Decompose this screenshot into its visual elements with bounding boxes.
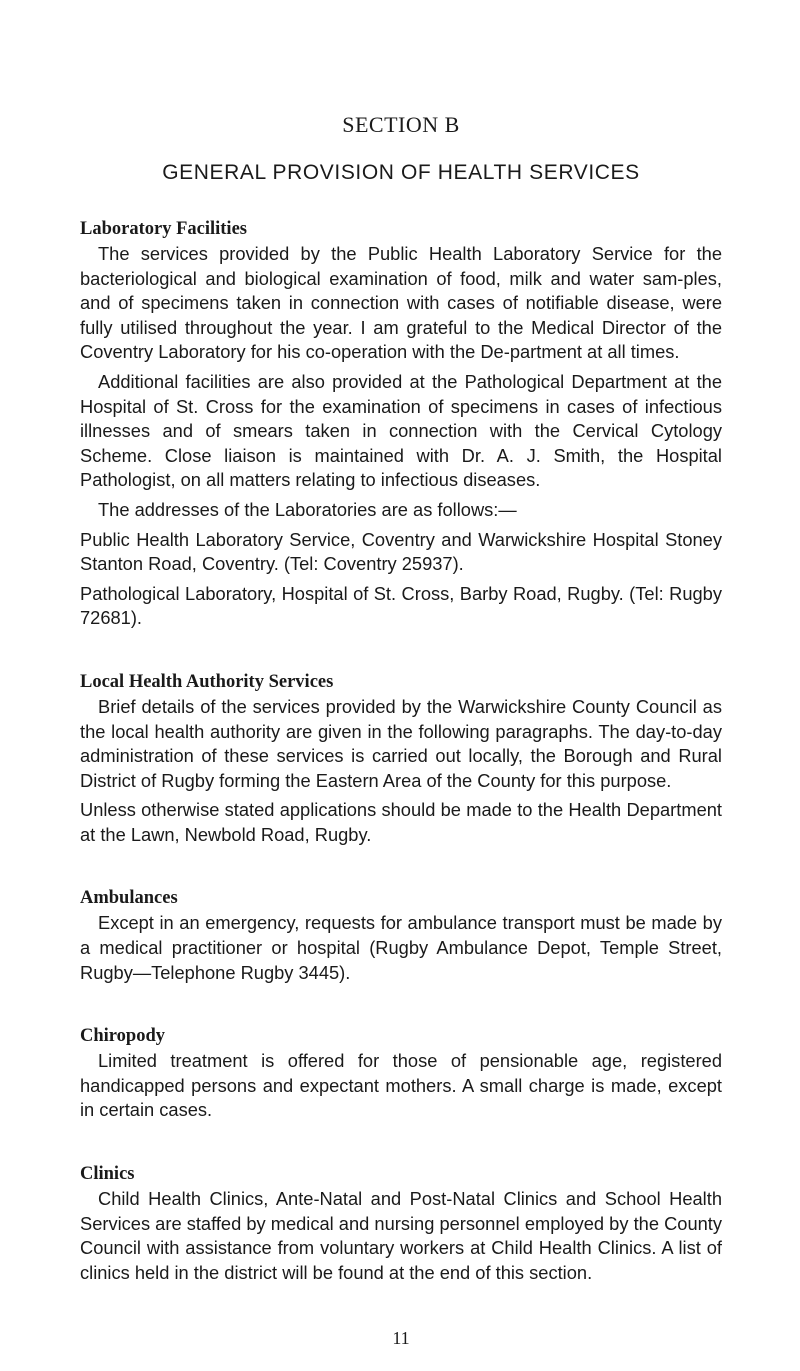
paragraph: Child Health Clinics, Ante-Natal and Post-Natal Clinics and School Health Services are staffed by medical and nursing personnel employed by the County Council with assistance from voluntary workers at Child Health Clinics. A list of clinics held in the district will be found at the end of this section. — [80, 1188, 722, 1283]
paragraph: Brief details of the services provided by the Warwickshire County Council as the local health authority are given in the following paragraphs. The day-to-day administration of these services is carried out locally, the Borough and Rural District of Rugby forming the Eastern Area of the County for this purpose. — [80, 695, 722, 791]
section-clinics — [80, 1162, 722, 1285]
section-laboratory-facilities — [80, 217, 722, 631]
section-heading: Ambulances — [80, 888, 178, 909]
section-local-health-authority-services — [80, 670, 722, 848]
section-label: SECTION B — [342, 112, 460, 137]
paragraph: The services provided by the Public Health Laboratory Service for the bacteriological and biological examination of food, milk and water sam-ples, and of specimens taken in connection with cases of notifiable disease, were fully utilised throughout the year. I am grateful to the Medical Director of the Coventry Laboratory for his co-operation with the De-partment at all times. — [80, 243, 722, 363]
paragraph: Additional facilities are also provided at the Pathological Department at the Hospital of St. Cross for the examination of specimens in cases of infectious illnesses and of smears taken in connection with the Cervical Cytology Scheme. Close liaison is maintained with Dr. A. J. Smith, the Hospital Pathologist, on all matters relating to infectious diseases. — [80, 370, 722, 491]
page-number: 11 — [392, 1328, 410, 1348]
section-chiropody — [80, 1024, 722, 1123]
document-body — [80, 217, 722, 1290]
section-heading: Clinics — [80, 1164, 135, 1185]
section-heading: Laboratory Facilities — [80, 219, 247, 239]
section-heading: Chiropody — [80, 1026, 165, 1047]
page-title: GENERAL PROVISION OF HEALTH SERVICES — [162, 161, 640, 184]
section-ambulances — [80, 886, 722, 985]
section-heading: Local Health Authority Services — [80, 671, 334, 692]
paragraph: The addresses of the Laboratories are as follows:— — [98, 498, 517, 520]
address-paragraph: Public Health Laboratory Service, Coventry and Warwickshire Hospital Stoney Stanton Road, Coventry. (Tel: Coventry 25937). — [80, 528, 722, 575]
paragraph: Unless otherwise stated applications should be made to the Health Department at the Lawn, Newbold Road, Rugby. — [80, 799, 722, 845]
paragraph: Limited treatment is offered for those of pensionable age, registered handicapped persons and expectant mothers. A small charge is made, except in certain cases. — [80, 1050, 722, 1121]
address-paragraph: Pathological Laboratory, Hospital of St. Cross, Barby Road, Rugby. (Tel: Rugby 72681). — [80, 582, 722, 629]
paragraph: Except in an emergency, requests for ambulance transport must be made by a medical practitioner or hospital (Rugby Ambulance Depot, Temple Street, Rugby—Telephone Rugby 3445). — [80, 912, 722, 983]
